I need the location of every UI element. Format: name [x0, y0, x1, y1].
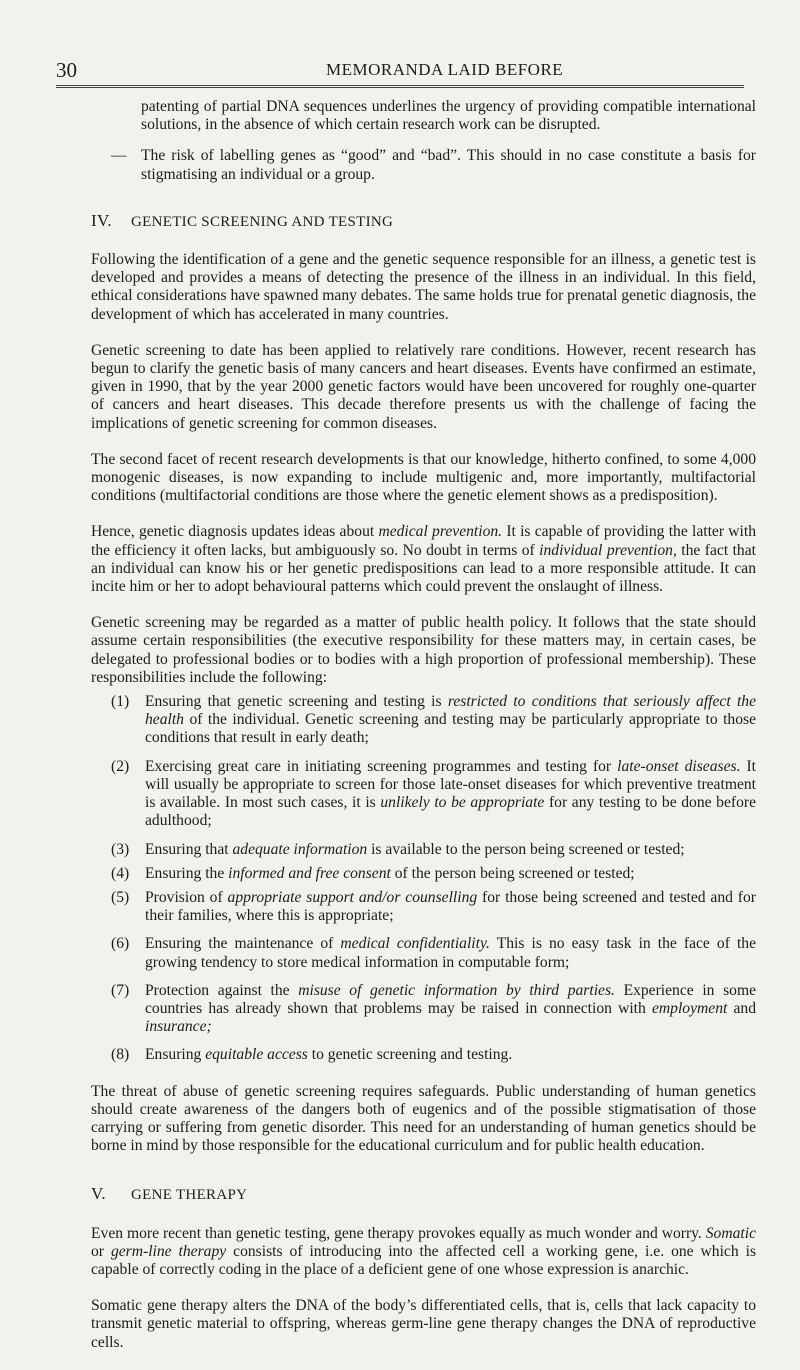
- list-number: (6): [111, 935, 130, 953]
- paragraph: [91, 523, 756, 596]
- text-run: Hence, genetic diagnosis updates ideas about: [91, 523, 379, 541]
- text-run: and: [727, 999, 757, 1017]
- list-number: (4): [111, 864, 130, 882]
- section-number: IV.: [91, 210, 112, 230]
- italic-run: insurance;: [145, 1018, 212, 1036]
- list-text: [145, 982, 756, 1037]
- italic-run: appropriate support and/or counselling: [227, 888, 478, 906]
- list-item: [91, 841, 756, 859]
- paragraph: [91, 1225, 756, 1280]
- section-title: GENETIC SCREENING AND TESTING: [131, 213, 394, 230]
- section-heading-iv: [91, 212, 756, 231]
- italic-run: late-onset diseases.: [617, 757, 741, 775]
- list-text: [145, 889, 756, 925]
- text-run: Exercising great care in initiating screening programmes and testing for: [145, 757, 618, 775]
- text-run: Ensuring the: [145, 864, 229, 882]
- paragraph: Genetic screening may be regarded as a matter of public health policy. It follows that the state should assume certain responsibilities (the executive responsibility for these matters may, in certain cases, be delegated to professional bodies or to bodies with a high proportion of professional membership). These responsibilities include the following:: [91, 614, 756, 686]
- header-rule: [56, 85, 744, 88]
- text-run: It will usually be appropriate to screen for those late-onset diseases for which preventive treatment is available. In most such cases, it is: [145, 757, 756, 812]
- italic-run: germ-line therapy: [110, 1242, 227, 1260]
- text-run: Ensuring the maintenance of: [145, 935, 341, 953]
- text-run: Ensuring: [145, 1046, 206, 1064]
- list-number: (1): [111, 693, 130, 711]
- text-run: consists of introducing into the affected cell a working gene, i.e. one which is capable of correctly coding in the place of a deficient gene of one whose expression is anarchic.: [91, 1242, 757, 1278]
- italic-run: restricted to conditions that seriously affect the health: [145, 693, 756, 729]
- italic-run: individual prevention,: [539, 541, 677, 559]
- list-number: (7): [111, 981, 130, 999]
- list-item: [91, 865, 756, 883]
- text-run: Ensuring that: [145, 840, 233, 858]
- text-run: Experience in some countries has already shown that problems may be raised in connection with: [145, 981, 756, 1017]
- section-heading-v: [91, 1185, 756, 1204]
- italic-run: informed and free consent: [228, 864, 391, 882]
- section-title: GENE THERAPY: [131, 1187, 248, 1204]
- text-run: for those being screened and tested and for their families, where this is appropriate;: [145, 888, 756, 925]
- list-item: [91, 1046, 756, 1064]
- list-text: [145, 758, 756, 831]
- list-item: [91, 889, 756, 925]
- text-run: to genetic screening and testing.: [307, 1046, 513, 1064]
- text-run: Ensuring that genetic screening and testing is: [145, 693, 448, 711]
- text-run: for any testing to be done before adulthood;: [145, 794, 756, 830]
- list-text: [145, 865, 756, 883]
- list-item: [91, 982, 756, 1037]
- dash-item-text: The risk of labelling genes as “good” and “bad”. This should in no case constitute a basis for stigmatising an individual or a group.: [141, 147, 756, 183]
- italic-run: equitable access: [205, 1046, 308, 1064]
- text-run: of the individual. Genetic screening and testing may be particularly appropriate to those conditions that result in early death;: [145, 711, 756, 747]
- list-number: (2): [111, 757, 130, 775]
- paragraph: Genetic screening to date has been applied to relatively rare conditions. However, recent research has begun to clarify the genetic basis of many cancers and heart diseases. Events have confirmed an estimate, given in 1990, that by the year 2000 genetic factors would have been uncovered for roughly one-quarter of cancers and heart diseases. This decade therefore presents us with the challenge of facing the implications of genetic screening for common diseases.: [91, 341, 756, 432]
- text-run: Even more recent than genetic testing, gene therapy provokes equally as much wonder and worry.: [91, 1224, 706, 1242]
- italic-run: Somatic: [705, 1224, 756, 1242]
- italic-run: medical prevention.: [378, 523, 503, 541]
- page-header: [56, 58, 744, 84]
- list-text: [145, 693, 756, 748]
- text-run: or: [91, 1242, 111, 1260]
- list-text: [145, 935, 756, 971]
- list-text: [145, 841, 756, 859]
- responsibilities-list: [91, 693, 756, 1064]
- italic-run: medical confidentiality.: [340, 935, 490, 953]
- document-body: [91, 98, 756, 1370]
- paragraph: The second facet of recent research developments is that our knowledge, hitherto confined, to some 4,000 monogenic diseases, is now expanding to include multigenic and, more importantly, multifactorial conditions (multifactorial conditions are those where the genetic element shows as a predisposition).: [91, 450, 756, 505]
- text-run: Provision of: [145, 888, 228, 906]
- list-item: [91, 693, 756, 748]
- text-run: the fact that an individual can know his or her genetic predispositions can lead to a more responsible attitude. It can incite him or her to adopt behavioural patterns which could prevent the onslaught of illness.: [91, 541, 756, 596]
- italic-run: misuse of genetic information by third parties.: [298, 981, 615, 999]
- paragraph: Following the identification of a gene and the genetic sequence responsible for an illness, a genetic test is developed and provides a means of detecting the presence of the illness in an individual. In this field, ethical considerations have spawned many debates. The same holds true for prenatal genetic diagnosis, the development of which has accelerated in many countries.: [91, 251, 756, 323]
- list-number: (3): [111, 840, 130, 858]
- page-number: 30: [56, 58, 77, 82]
- list-number: (8): [111, 1046, 130, 1064]
- dash-marker: —: [111, 147, 127, 165]
- text-run: Protection against the: [145, 981, 299, 999]
- running-head: MEMORANDA LAID BEFORE: [326, 60, 564, 79]
- list-item: [91, 935, 756, 971]
- text-run: It is capable of providing the latter with the efficiency it often lacks, but ambiguously so. No doubt in terms of: [91, 523, 757, 559]
- italic-run: unlikely to be appropriate: [380, 794, 545, 812]
- paragraph: The threat of abuse of genetic screening requires safeguards. Public understanding of human genetics should create awareness of the dangers both of eugenics and of the possible stigmatisation of those carrying or suffering from genetic disorder. This need for an understanding of human genetics should be borne in mind by those responsible for the educational curriculum and for public health education.: [91, 1082, 756, 1155]
- text-run: This is no easy task in the face of the growing tendency to store medical information in computable form;: [145, 935, 756, 971]
- dash-list-item: [91, 147, 756, 183]
- continuation-text: patenting of partial DNA sequences underlines the urgency of providing compatible international solutions, in the absence of which certain research work can be disrupted.: [141, 98, 756, 134]
- text-run: of the person being screened or tested;: [390, 864, 635, 882]
- list-text: [145, 1046, 756, 1064]
- text-run: is available to the person being screened or tested;: [367, 840, 685, 858]
- list-number: (5): [111, 888, 130, 906]
- italic-run: employment: [651, 999, 728, 1017]
- paragraph: Somatic gene therapy alters the DNA of the body’s differentiated cells, that is, cells that lack capacity to transmit genetic material to offspring, whereas germ-line gene therapy changes the DNA of reproductive cells.: [91, 1297, 756, 1351]
- italic-run: adequate information: [232, 840, 368, 858]
- section-number: V.: [91, 1184, 106, 1204]
- list-item: [91, 758, 756, 831]
